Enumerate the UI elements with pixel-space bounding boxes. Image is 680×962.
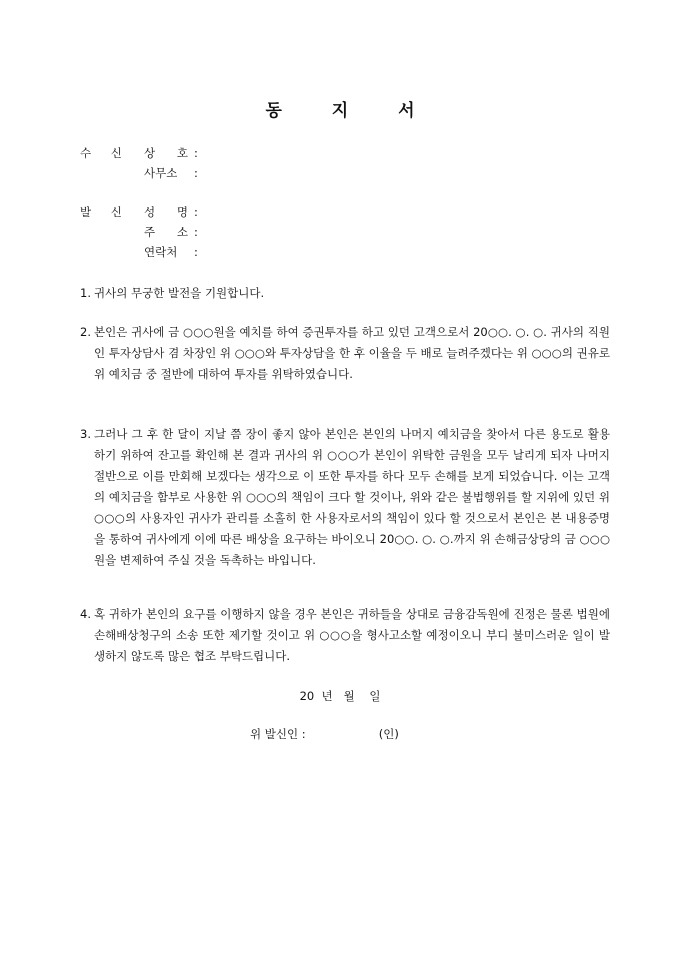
contact-label: 연락처 xyxy=(144,245,178,259)
paragraph-3 xyxy=(80,424,610,571)
sender-row-address xyxy=(80,222,204,242)
contact-colon: : xyxy=(194,245,198,259)
address-colon: : xyxy=(194,225,198,239)
paragraph-1 xyxy=(80,283,610,304)
address-label: 주 소 xyxy=(144,225,188,239)
recipient-row-company xyxy=(80,143,204,163)
paragraph-number: 2. xyxy=(80,325,91,339)
recipient-group-label: 수 신 xyxy=(80,146,130,160)
paragraph-number: 4. xyxy=(80,607,91,621)
paragraph-number: 1. xyxy=(80,286,91,300)
sender-group-label: 발 신 xyxy=(80,205,130,219)
date-line: 20 년 월 일 xyxy=(299,689,381,703)
paragraph-text: 그러나 그 후 한 달이 지날 쯤 장이 좋지 않아 본인은 본인의 나머지 예치금을 찾아서 다른 용도로 활용하기 위하여 잔고를 확인해 본 결과 귀사의 위 ○○○가 본인이 위탁한 금원을 모두 날리게 되자 나머지 절반으로 이를 만회해 보겠다는 생각으로 이 또한 투자를 하다 모두 손해를 보게 되었습니다. 이는 고객의 예치금을 함부로 사용한 위 ○○○의 책임이 크다 할 것이나, 위와 같은 불법행위를 할 지위에 있던 위 ○○○의 사용자인 귀사가 관리를 소홀히 한 사용자로서의 책임이 있다 할 것으로서 본인은 본 내용증명을 통하여 귀사에게 이에 따른 배상을 요구하는 바이오니 20○○. ○. ○.까지 위 손해금상당의 금 ○○○원을 변제하여 주실 것을 독촉하는 바입니다. xyxy=(94,427,610,567)
name-label: 성 명 xyxy=(144,205,188,219)
sender-info-block xyxy=(80,202,204,262)
paragraph-4 xyxy=(80,604,610,667)
office-colon: : xyxy=(194,166,198,180)
document-title: 동 지 서 xyxy=(265,101,437,121)
signature-line: 위 발신인 : (인) xyxy=(250,727,399,741)
office-label: 사무소 xyxy=(144,166,178,180)
paragraph-2 xyxy=(80,322,610,385)
company-label: 상 호 xyxy=(144,146,188,160)
company-colon: : xyxy=(194,146,198,160)
paragraph-text: 귀사의 무궁한 발전을 기원합니다. xyxy=(94,286,265,300)
recipient-block xyxy=(80,143,204,183)
paragraph-text: 본인은 귀사에 금 ○○○원을 예치를 하여 증권투자를 하고 있던 고객으로서 20○○. ○. ○. 귀사의 직원인 투자상담사 겸 차장인 위 ○○○와 투자상담을 한 후 이율을 두 배로 늘려주겠다는 위 ○○○의 권유로 위 예치금 중 절반에 대하여 투자를 위탁하였습니다. xyxy=(94,325,610,381)
paragraph-text: 혹 귀하가 본인의 요구를 이행하지 않을 경우 본인은 귀하들을 상대로 금융감독원에 진정은 물론 법원에 손해배상청구의 소송 또한 제기할 것이고 위 ○○○을 형사고소할 예정이오니 부디 불미스러운 일이 발생하지 않도록 많은 협조 부탁드립니다. xyxy=(94,607,610,663)
name-colon: : xyxy=(194,205,198,219)
recipient-row-office xyxy=(80,163,204,183)
sender-row-name xyxy=(80,202,204,222)
paragraph-number: 3. xyxy=(80,427,91,441)
sender-row-contact xyxy=(80,242,204,262)
